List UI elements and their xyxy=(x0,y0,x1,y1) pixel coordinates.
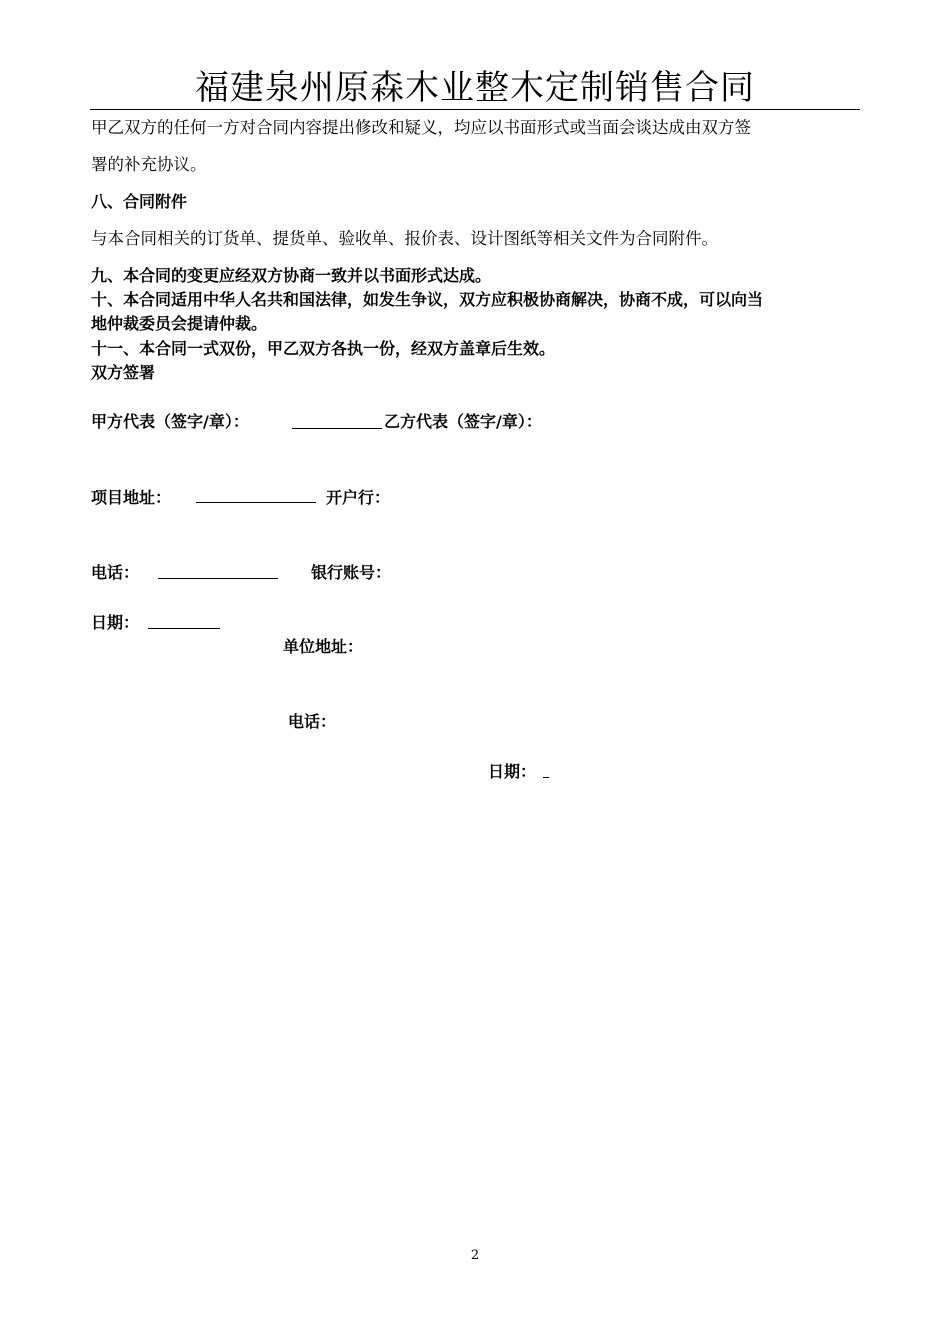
party-a-rep-blank[interactable] xyxy=(292,428,382,429)
section-8-text: 与本合同相关的订货单、提货单、验收单、报价表、设计图纸等相关文件为合同附件。 xyxy=(91,229,718,248)
party-b-date-label: 日期： xyxy=(488,762,537,781)
party-a-rep-label: 甲方代表（签字/章）： xyxy=(91,412,249,431)
modify-clause-line-1: 甲乙双方的任何一方对合同内容提出修改和疑义，均应以书面形式或当面会谈达成由双方签 xyxy=(91,118,751,137)
section-10-line-1: 十、本合同适用中华人名共和国法律，如发生争议，双方应积极协商解决，协商不成，可以向当 xyxy=(91,290,764,309)
page-number: 2 xyxy=(470,1248,480,1263)
party-a-address-label: 项目地址： xyxy=(91,488,172,507)
party-a-phone-label: 电话： xyxy=(91,563,140,582)
section-10-line-2: 地仲裁委员会提请仲裁。 xyxy=(91,314,268,333)
party-a-address-blank[interactable] xyxy=(196,502,316,503)
signature-heading: 双方签署 xyxy=(91,363,156,382)
party-b-bank-label: 开户行： xyxy=(326,488,391,507)
party-a-date-label: 日期： xyxy=(91,613,140,632)
contract-title: 福建泉州原森木业整木定制销售合同 xyxy=(195,68,755,108)
party-b-address-label: 单位地址： xyxy=(283,637,364,656)
party-b-phone-label: 电话： xyxy=(288,712,337,731)
party-b-rep-label: 乙方代表（签字/章）： xyxy=(384,412,542,431)
section-11-text: 十一、本合同一式双份，甲乙双方各执一份，经双方盖章后生效。 xyxy=(91,339,556,358)
title-underline xyxy=(90,109,860,110)
party-b-date-blank[interactable] xyxy=(543,777,549,778)
party-b-account-label: 银行账号： xyxy=(311,563,392,582)
section-8-heading: 八、合同附件 xyxy=(91,192,188,211)
section-9-text: 九、本合同的变更应经双方协商一致并以书面形式达成。 xyxy=(91,266,492,285)
party-a-phone-blank[interactable] xyxy=(158,578,278,579)
modify-clause-line-2: 署的补充协议。 xyxy=(91,155,207,174)
party-a-date-blank[interactable] xyxy=(148,628,220,629)
